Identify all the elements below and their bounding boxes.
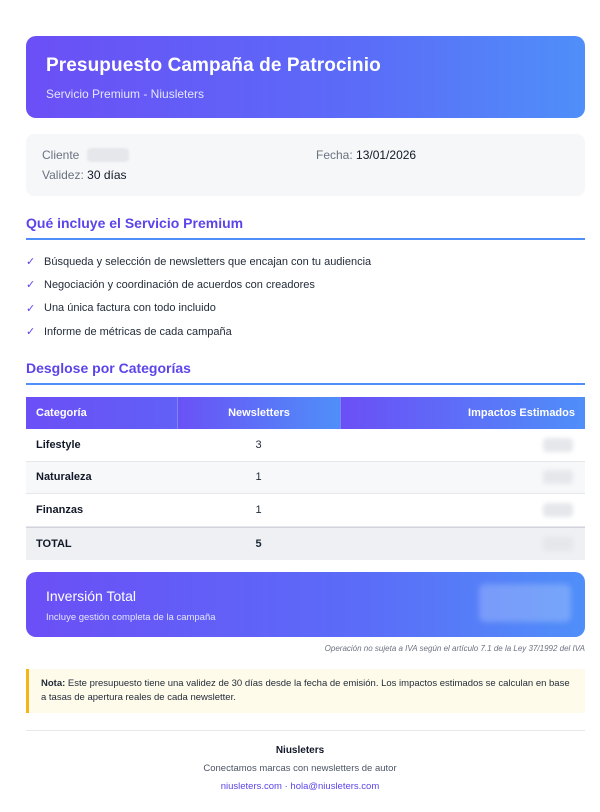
page-title: Presupuesto Campaña de Patrocinio [46,55,381,76]
impacts-cell [340,438,585,452]
feature-text: Búsqueda y selección de newsletters que encajan con tu audiencia [44,255,372,268]
impacts-cell [340,537,585,551]
header-banner [26,36,585,118]
client-name-redacted [87,148,129,162]
breakdown-table [26,397,585,560]
category-cell: Naturaleza [36,471,92,484]
validity-label: Validez: [42,168,84,182]
table-header [26,397,585,429]
newsletters-cell: 1 [255,503,262,516]
check-icon: ✓ [26,326,36,339]
date-value: 13/01/2026 [356,148,417,162]
list-item [26,273,371,296]
impacts-redacted [543,503,573,517]
column-header-newsletters: Newsletters [177,397,340,429]
client-label: Cliente [42,148,80,162]
category-cell: Lifestyle [36,438,81,451]
feature-text: Una única factura con todo incluido [44,302,216,315]
table-row [26,429,585,462]
footer [0,745,600,792]
newsletters-cell: 1 [255,471,262,484]
note-label: Nota: [41,678,66,689]
check-icon: ✓ [26,302,36,315]
list-item [26,320,371,343]
column-header-category: Categoría [26,397,177,429]
footer-tagline: Conectamos marcas con newsletters de autor [203,763,397,774]
column-header-impacts: Impactos Estimados [340,397,585,429]
footer-contact-link[interactable]: niusleters.com · hola@niusleters.com [220,781,380,792]
tax-legal-note: Operación no sujeta a IVA según el artículo 7.1 de la Ley 37/1992 del IVA [324,644,585,653]
impacts-cell [340,503,585,517]
total-newsletters: 5 [255,537,262,550]
category-cell: Finanzas [36,503,84,516]
check-icon: ✓ [26,279,36,292]
feature-text: Informe de métricas de cada campaña [44,325,232,338]
page-subtitle: Servicio Premium - Niusleters [46,87,205,101]
client-info-box [26,134,585,196]
list-item [26,297,371,320]
total-label: TOTAL [36,537,72,550]
features-list [26,250,371,343]
total-row [26,527,585,560]
note-text: Este presupuesto tiene una validez de 30 días desde la fecha de emisión. Los impactos estimados se calculan en base a tasas de apertura reales de cada newsletter. [41,678,570,703]
check-icon: ✓ [26,256,36,269]
footer-brand: Niusleters [275,745,325,756]
includes-section-title: Qué incluye el Servicio Premium [26,215,585,240]
investment-banner [26,572,585,637]
validity-note [26,669,585,713]
breakdown-section-title: Desglose por Categorías [26,360,585,385]
table-row [26,462,585,495]
investment-subtitle: Incluye gestión completa de la campaña [46,612,216,623]
investment-title: Inversión Total [46,588,137,604]
newsletters-cell: 3 [255,438,262,451]
validity-value: 30 días [87,168,127,182]
footer-divider [26,730,585,731]
feature-text: Negociación y coordinación de acuerdos con creadores [44,278,315,291]
table-row [26,494,585,527]
impacts-redacted [543,438,573,452]
list-item [26,250,371,273]
impacts-redacted [543,470,573,484]
investment-amount-redacted [479,584,571,622]
impacts-redacted [543,537,573,551]
impacts-cell [340,470,585,484]
date-label: Fecha: [316,148,353,162]
